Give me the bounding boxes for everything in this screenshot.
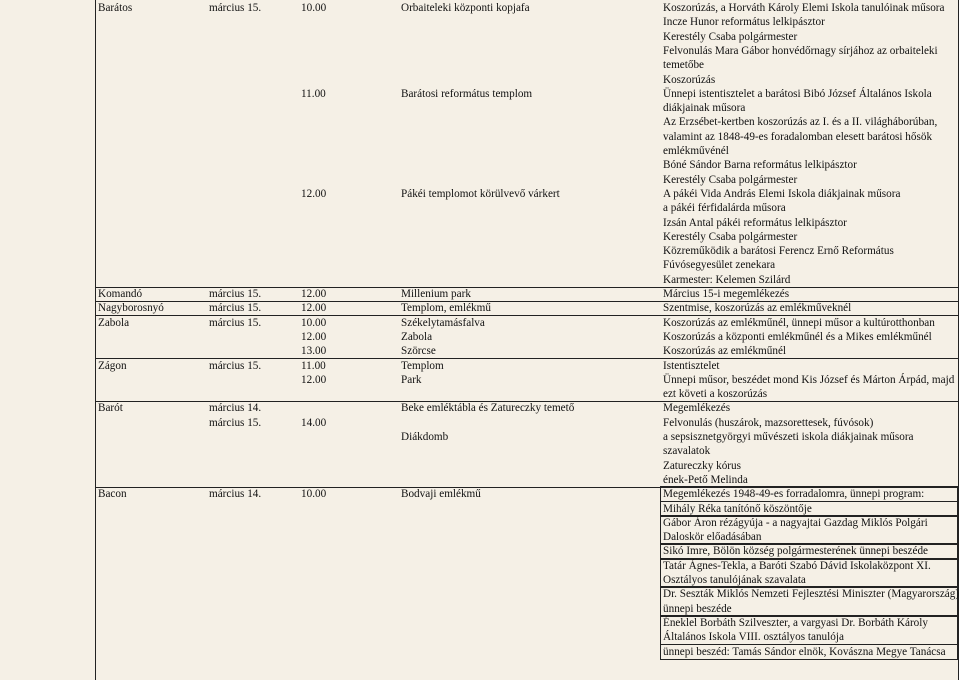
program-line: Mihály Réka tanítónő köszöntője <box>663 502 812 515</box>
program-line: Általános Iskola VIII. osztályos tanulója <box>663 631 844 644</box>
program-line: diákjainak műsora <box>663 102 746 115</box>
program-line: Dr. Seszták Miklós Nemzeti Fejlesztési Miniszter (Magyarország) <box>663 588 959 601</box>
time-cell: 11.00 <box>301 359 326 372</box>
time-cell: 12.00 <box>301 373 327 386</box>
program-line: Gábor Áron rézágyúja - a nagyajtai Gazdag Miklós Polgári <box>663 516 928 529</box>
program-line: Izsán Antal pákéi református lelkipásztor <box>663 216 847 229</box>
date-cell: március 14. <box>209 402 262 415</box>
program-line: Koszorúzás <box>663 73 716 86</box>
program-line: a sepsisznetgyörgyi művészeti iskola diákjainak műsora <box>663 431 914 443</box>
program-line: Ünnepi műsor, beszédet mond Kis József és Márton Árpád, majd <box>663 373 955 386</box>
program-line: Éneklel Borbáth Szilveszter, a vargyasi Dr. Borbáth Károly <box>663 616 928 629</box>
date-cell: március 15. <box>209 288 262 300</box>
venue-cell: Bodvaji emlékmű <box>401 488 481 501</box>
program-line: A pákéi Vida András Elemi Iskola diákjainak műsora <box>663 187 901 200</box>
date-cell: március 15. <box>209 2 262 14</box>
program-line: Karmester: Kelemen Szilárd <box>663 273 791 286</box>
venue-cell: Beke emléktábla és Zatureczky temető <box>401 402 575 415</box>
program-line: Istentisztelet <box>663 359 720 372</box>
program-line: Felvonulás (huszárok, mazsorettesek, fúvósok) <box>663 416 874 429</box>
program-line: Ünnepi istentisztelet a barátosi Bibó József Általános Iskola <box>663 87 932 100</box>
date-cell: március 14. <box>209 488 262 501</box>
venue-cell: Park <box>401 373 422 386</box>
venue-cell: Barátosi református templom <box>401 87 533 100</box>
venue-cell: Zabola <box>401 330 433 343</box>
program-line: Koszorúzás az emlékműnél <box>663 345 787 358</box>
program-line: ünnepi beszéd: Tamás Sándor elnök, Kovászna Megye Tanácsa <box>663 645 946 658</box>
place-cell: Barót <box>98 402 123 415</box>
place-cell: Zabola <box>98 316 130 329</box>
date-cell: március 15. <box>209 416 262 429</box>
program-line: Közreműködik a barátosi Ferencz Ernő Református <box>663 245 894 258</box>
date-cell: március 15. <box>209 359 262 372</box>
program-line: Osztályos tanulójának szavalata <box>663 574 806 586</box>
program-line: Felvonulás Mara Gábor honvédőrnagy sírjához az orbaiteleki <box>663 44 938 57</box>
place-cell: Zágon <box>98 359 127 372</box>
program-line: Fúvósegyesület zenekara <box>663 259 776 272</box>
place-cell: Komandó <box>98 288 143 300</box>
program-line: Daloskör előadásában <box>663 531 762 544</box>
time-cell: 10.00 <box>301 488 327 501</box>
time-cell: 11.00 <box>301 87 326 100</box>
time-cell: 12.00 <box>301 330 327 343</box>
program-line: Kerestély Csaba polgármester <box>663 173 798 186</box>
venue-cell: Millenium park <box>401 288 471 300</box>
time-cell: 12.00 <box>301 302 327 315</box>
venue-cell: Templom, emlékmű <box>401 302 491 315</box>
program-line: Sikó Imre, Bölön község polgármesterének ünnepi beszéde <box>663 545 929 558</box>
place-cell: Nagyborosnyó <box>98 302 164 315</box>
time-cell: 13.00 <box>301 345 327 358</box>
place-cell: Barátos <box>98 2 133 14</box>
program-line: Zatureczky kórus <box>663 459 741 472</box>
program-line: Kerestély Csaba polgármester <box>663 230 798 243</box>
venue-cell: Templom <box>401 359 444 372</box>
program-line: a pákéi férfidalárda műsora <box>663 202 786 215</box>
venue-cell: Pákéi templomot körülvevő várkert <box>401 187 560 200</box>
program-line: Megemlékezés 1948-49-es forradalomra, ünnepi program: <box>663 488 925 501</box>
program-line: temetőbe <box>663 59 705 72</box>
time-cell: 14.00 <box>301 416 327 429</box>
program-line: Incze Hunor református lelkipásztor <box>663 16 825 29</box>
program-line: ezt követi a koszorúzás <box>663 388 768 401</box>
date-cell: március 15. <box>209 302 262 315</box>
program-line: Kerestély Csaba polgármester <box>663 30 798 43</box>
program-line: szavalatok <box>663 445 711 458</box>
program-line: emlékművénél <box>663 145 729 157</box>
time-cell: 10.00 <box>301 2 327 14</box>
venue-cell: Diákdomb <box>401 431 449 443</box>
program-line: Az Erzsébet-kertben koszorúzás az I. és a II. világháborúban, <box>663 116 938 129</box>
venue-cell: Szörcse <box>401 345 436 358</box>
program-line: Koszorúzás, a Horváth Károly Elemi Iskola tanulóinak műsora <box>663 2 945 14</box>
program-line: Március 15-i megemlékezés <box>663 288 790 300</box>
program-line: ünnepi beszéde <box>663 602 732 615</box>
program-line: Koszorúzás a központi emlékműnél és a Mikes emlékműnél <box>663 330 932 343</box>
program-line: Szentmise, koszorúzás az emlékműveknél <box>663 302 852 315</box>
time-cell: 12.00 <box>301 288 327 300</box>
place-cell: Bacon <box>98 488 127 501</box>
date-cell: március 15. <box>209 316 262 329</box>
table-left-border <box>95 0 96 680</box>
venue-cell: Székelytamásfalva <box>401 316 485 329</box>
program-line: Megemlékezés <box>663 402 731 415</box>
time-cell: 12.00 <box>301 187 327 200</box>
program-line: Koszorúzás az emlékműnél, ünnepi műsor a kultúrotthonban <box>663 316 935 329</box>
program-line: Tatár Ágnes-Tekla, a Baróti Szabó Dávid Iskolaközpont XI. <box>663 559 931 572</box>
program-line: ének-Pető Melinda <box>663 473 748 486</box>
program-line: Bóné Sándor Barna református lelkipásztor <box>663 159 857 172</box>
program-line: valamint az 1848-49-es foradalomban elesett barátosi hősök <box>663 130 933 143</box>
time-cell: 10.00 <box>301 316 327 329</box>
venue-cell: Orbaiteleki központi kopjafa <box>401 2 530 14</box>
